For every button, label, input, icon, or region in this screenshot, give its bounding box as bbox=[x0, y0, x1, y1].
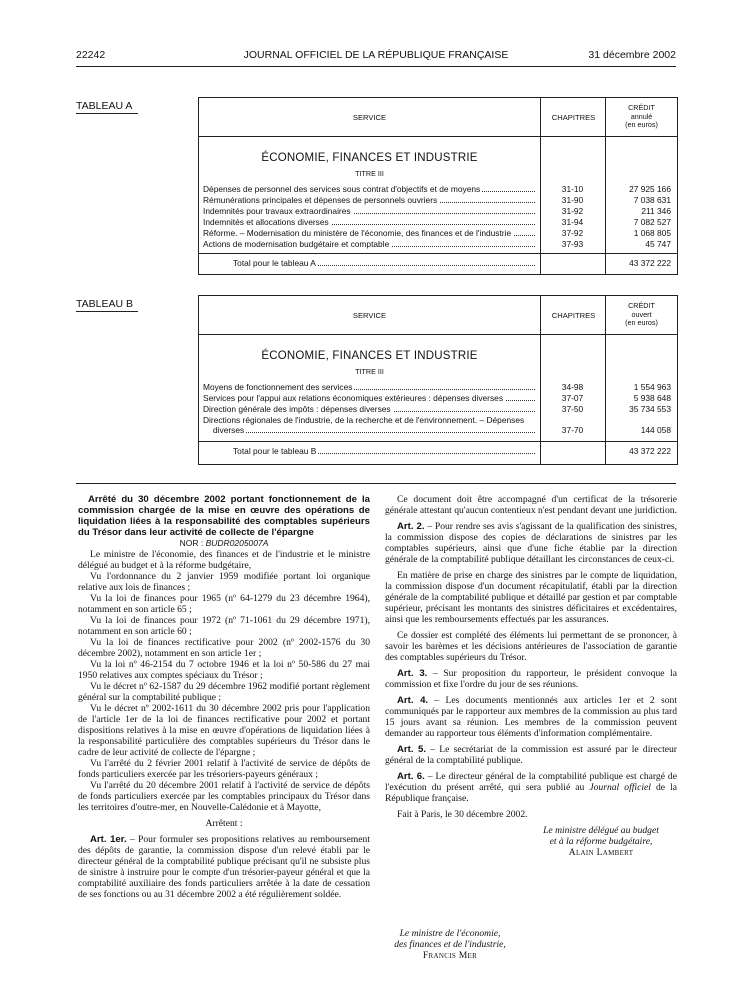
fait-a-paris: Fait à Paris, le 30 décembre 2002. bbox=[397, 809, 528, 820]
table-row: Directions régionales de l'industrie, de la recherche et de l'environnement. – Dépenses diverses 37-70 144 058 bbox=[203, 415, 671, 435]
table-row: Rémunérations principales et dépenses de personnels ouvriers 31-90 7 038 631 bbox=[203, 195, 671, 205]
tableau-a-label: TABLEAU A bbox=[76, 100, 138, 114]
header-rule bbox=[76, 66, 676, 67]
table-row: Indemnités et allocations diverses 31-94 7 082 527 bbox=[203, 217, 671, 227]
decree-title: Arrêté du 30 décembre 2002 portant fonctionnement de la commission chargée de la mise en œuvre des opérations de liquidation liées à la responsabilité des comptables supérieurs du Trésor dans leur activité de collecte de l'épargne bbox=[78, 494, 370, 538]
page-header bbox=[76, 49, 676, 65]
table-row: Moyens de fonctionnement des services 34-98 1 554 963 bbox=[203, 382, 671, 392]
tableau-b-header bbox=[199, 296, 677, 335]
article-6: Art. 6. – Le directeur général de la comptabilité publique est chargé de l'exécution du présent arrêté, qui sera publié au Journal officiel de la République française. bbox=[385, 771, 678, 804]
signature-economy-minister: Le ministre de l'économie, des finances et de l'industrie, Francis Mer bbox=[394, 928, 506, 961]
left-column bbox=[78, 494, 370, 900]
paragraph: Vu l'arrêté du 2 février 2001 relatif à l'activité de service de dépôts de fonds particuliers exercée par les trésoriers-payeurs généraux ; bbox=[78, 758, 370, 780]
article-2: Art. 2. – Pour rendre ses avis s'agissant de la qualification des sinistres, la commission dispose des copies de déclarations de sinistres par les comptables supérieurs, ainsi que d'une fiche établie par la direction générale de la comptabilité publique détaillant les circonstances de ceux-ci. bbox=[385, 521, 677, 565]
paragraph: Vu la loi de finances pour 1965 (nº 64-1279 du 23 décembre 1964), notamment en son article 65 ; bbox=[78, 593, 370, 615]
issue-date: 31 décembre 2002 bbox=[588, 49, 676, 61]
nor-reference: NOR : BUDR0205007A bbox=[179, 538, 269, 548]
paragraph: Vu la loi nº 46-2154 du 7 octobre 1946 et la loi nº 50-586 du 27 mai 1950 relatives aux comptes spéciaux du Trésor ; bbox=[78, 659, 370, 681]
ministry-heading: ÉCONOMIE, FINANCES ET INDUSTRIE bbox=[261, 350, 478, 362]
article-5: Art. 5. – Le secrétariat de la commission est assuré par le directeur général de la comptabilité publique. bbox=[385, 744, 677, 766]
paragraph: Vu le décret nº 62-1587 du 29 décembre 1962 modifié portant règlement général sur la comptabilité publique ; bbox=[78, 681, 370, 703]
arretent: Arrêtent : bbox=[205, 818, 243, 829]
paragraph: Vu la loi de finances rectificative pour 2002 (nº 2002-1576 du 30 décembre 2002), notamment en son article 1er ; bbox=[78, 637, 370, 659]
paragraph: Vu l'ordonnance du 2 janvier 1959 modifiée portant loi organique relative aux lois de finances ; bbox=[78, 571, 370, 593]
col-chapitres: CHAPITRES bbox=[540, 98, 606, 136]
titre-heading: TITRE III bbox=[355, 367, 384, 376]
table-row: Réforme. – Modernisation du ministère de l'économie, des finances et de l'industrie 37-92 1 068 805 bbox=[203, 228, 671, 238]
table-row: Dépenses de personnel des services sous contrat d'objectifs et de moyens 31-10 27 925 166 bbox=[203, 184, 671, 194]
tableau-a-body bbox=[199, 137, 677, 274]
ministry-heading: ÉCONOMIE, FINANCES ET INDUSTRIE bbox=[261, 152, 478, 164]
tableau-b bbox=[198, 295, 678, 465]
article-1: Art. 1er. – Pour formuler ses propositions relatives au remboursement des dépôts de garantie, la commission dispose d'un relevé établi par le directeur général de la comptabilité publique précisant qu'il ne subsiste plus de sinistre à instruire pour le compte d'un trésorier-payeur général et que la comptabilité auxiliaire des fonds particuliers arrêtée à la date de cessation de ses fonctions ou au 31 décembre 2002 a été régulièrement soldée. bbox=[78, 834, 370, 900]
paragraph: Vu la loi de finances pour 1972 (nº 71-1061 du 29 décembre 1971), notamment en son article 60 ; bbox=[78, 615, 370, 637]
col-credit: CRÉDIT ouvert (en euros) bbox=[605, 296, 677, 334]
page-number: 22242 bbox=[76, 49, 106, 61]
col-service: SERVICE bbox=[352, 112, 387, 122]
tableau-a-header bbox=[199, 98, 677, 137]
paragraph: Vu le décret nº 2002-1611 du 30 décembre 2002 pris pour l'application de l'article 1er de la loi de finances rectificative pour 2002 et portant dispositions relatives à la mise en œuvre d'opérations de liquidation liées à la responsabilité particulière des comptables supérieurs du Trésor dans le cadre de leur activité de collecte de l'épargne ; bbox=[78, 703, 370, 758]
section-rule bbox=[76, 483, 676, 484]
paragraph: Vu l'arrêté du 20 décembre 2001 relatif à l'activité de service de dépôts de fonds particuliers exercée par les comptables principaux du Trésor dans les territoires d'outre-mer, en Nouvelle-Calédonie et à Mayotte, bbox=[78, 780, 370, 813]
total-row: Total pour le tableau B 43 372 222 bbox=[233, 446, 671, 456]
paragraph: Ce dossier est complété des éléments lui permettant de se prononcer, à savoir les barèmes et les décisions antérieures de l'association de garantie des comptables supérieurs du Trésor. bbox=[385, 630, 677, 663]
col-service: SERVICE bbox=[352, 310, 387, 320]
tableau-a bbox=[198, 97, 678, 275]
col-chapitres: CHAPITRES bbox=[540, 296, 606, 334]
titre-heading: TITRE III bbox=[355, 169, 384, 178]
signature-budget-minister: Le ministre délégué au budget et à la réforme budgétaire, Alain Lambert bbox=[543, 825, 659, 858]
col-credit: CRÉDIT annulé (en euros) bbox=[605, 98, 677, 136]
tableau-b-body bbox=[199, 335, 677, 464]
journal-title: JOURNAL OFFICIEL DE LA RÉPUBLIQUE FRANÇAISE bbox=[243, 49, 509, 61]
article-4: Art. 4. – Les documents mentionnés aux articles 1er et 2 sont communiqués par le rapporteur aux membres de la commission au plus tard 15 jours avant sa réunion. Les membres de la commission peuvent demander au rapporteur tous éléments d'information complémentaire. bbox=[385, 695, 677, 739]
table-row: Direction générale des impôts : dépenses diverses 37-50 35 734 553 bbox=[203, 404, 671, 414]
paragraph: En matière de prise en charge des sinistres par le compte de liquidation, la commission dispose d'un document récapitulatif, établi par la direction générale de la comptabilité publique et détaillé par gestion et par comptable supérieur, précisant les montants des sinistres déficitaires et excédentaires, ainsi que les remboursements effectués par les assurances. bbox=[385, 570, 677, 625]
right-column bbox=[385, 494, 677, 858]
article-3: Art. 3. – Sur proposition du rapporteur, le président convoque la commission et fixe l'ordre du jour de ses réunions. bbox=[385, 668, 677, 690]
paragraph: Ce document doit être accompagné d'un certificat de la trésorerie générale attestant qu'aucun contentieux n'est pendant devant une juridiction. bbox=[385, 494, 677, 516]
tableau-b-label: TABLEAU B bbox=[76, 298, 138, 312]
table-row: Actions de modernisation budgétaire et comptable 37-93 45 747 bbox=[203, 239, 671, 249]
table-row: Indemnités pour travaux extraordinaires 31-92 211 346 bbox=[203, 206, 671, 216]
total-row: Total pour le tableau A 43 372 222 bbox=[233, 258, 671, 268]
table-row: Services pour l'appui aux relations économiques extérieures : dépenses diverses 37-07 5 938 648 bbox=[203, 393, 671, 403]
paragraph: Le ministre de l'économie, des finances et de l'industrie et le ministre délégué au budget et à la réforme budgétaire, bbox=[78, 549, 370, 571]
